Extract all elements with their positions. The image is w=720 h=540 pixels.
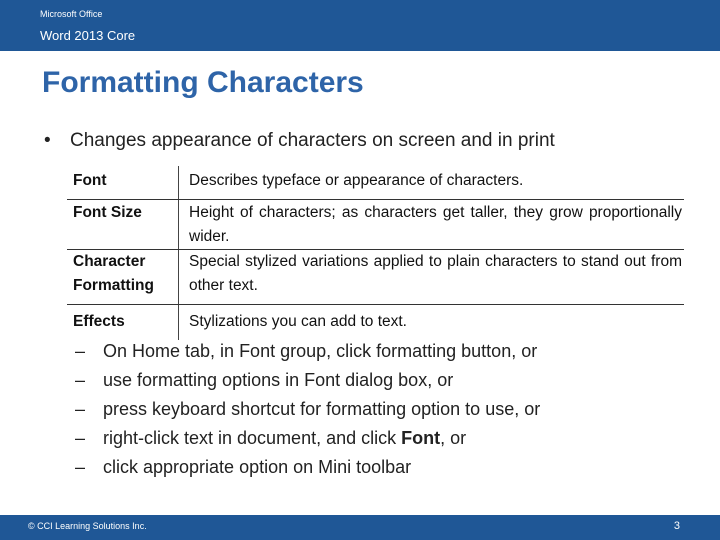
table-row — [67, 305, 684, 341]
term-cell: Font Size — [67, 200, 179, 250]
description-cell: Describes typeface or appearance of characters. — [179, 166, 685, 200]
slide-title: Formatting Characters — [42, 66, 364, 99]
list-item-text: , or — [440, 428, 467, 448]
list-item — [75, 453, 540, 482]
list-item-text: right-click text in document, and click — [103, 428, 402, 448]
dash-icon: – — [75, 341, 86, 361]
page-number: 3 — [673, 520, 680, 532]
table-row — [67, 250, 684, 305]
footer-band — [0, 515, 720, 540]
term-cell: Character Formatting — [67, 250, 179, 305]
dash-icon: – — [75, 370, 86, 390]
main-bullet — [44, 130, 555, 152]
feature-table — [67, 166, 684, 340]
dash-icon: – — [75, 428, 86, 448]
table-row — [67, 200, 684, 250]
term-cell: Font — [67, 166, 179, 200]
list-item — [75, 366, 540, 395]
dash-icon: – — [75, 457, 86, 477]
list-item-text: press keyboard shortcut for formatting option to use, or — [103, 399, 541, 419]
dash-icon: – — [75, 399, 86, 419]
bullet-icon: • — [44, 130, 51, 151]
list-item-text: click appropriate option on Mini toolbar — [103, 457, 412, 477]
header-title: Word 2013 Core — [40, 28, 136, 43]
description-cell: Special stylized variations applied to plain characters to stand out from other text. — [179, 250, 685, 305]
copyright-text: © CCI Learning Solutions Inc. — [28, 521, 147, 531]
list-item-bold-text: Font — [401, 428, 441, 448]
list-item — [75, 337, 540, 366]
description-cell: Stylizations you can add to text. — [179, 305, 685, 341]
list-item — [75, 395, 540, 424]
description-cell: Height of characters; as characters get taller, they grow proportionally wider. — [179, 200, 685, 250]
table-row — [67, 166, 684, 200]
list-item-text: use formatting options in Font dialog box, or — [103, 370, 454, 390]
list-item-text: On Home tab, in Font group, click formatting button, or — [103, 341, 538, 361]
sub-bullet-list — [75, 337, 540, 482]
main-bullet-text: Changes appearance of characters on screen and in print — [70, 130, 555, 151]
list-item — [75, 424, 540, 453]
term-cell: Effects — [73, 313, 125, 330]
header-subtitle: Microsoft Office — [40, 9, 103, 19]
header-band — [0, 0, 720, 51]
